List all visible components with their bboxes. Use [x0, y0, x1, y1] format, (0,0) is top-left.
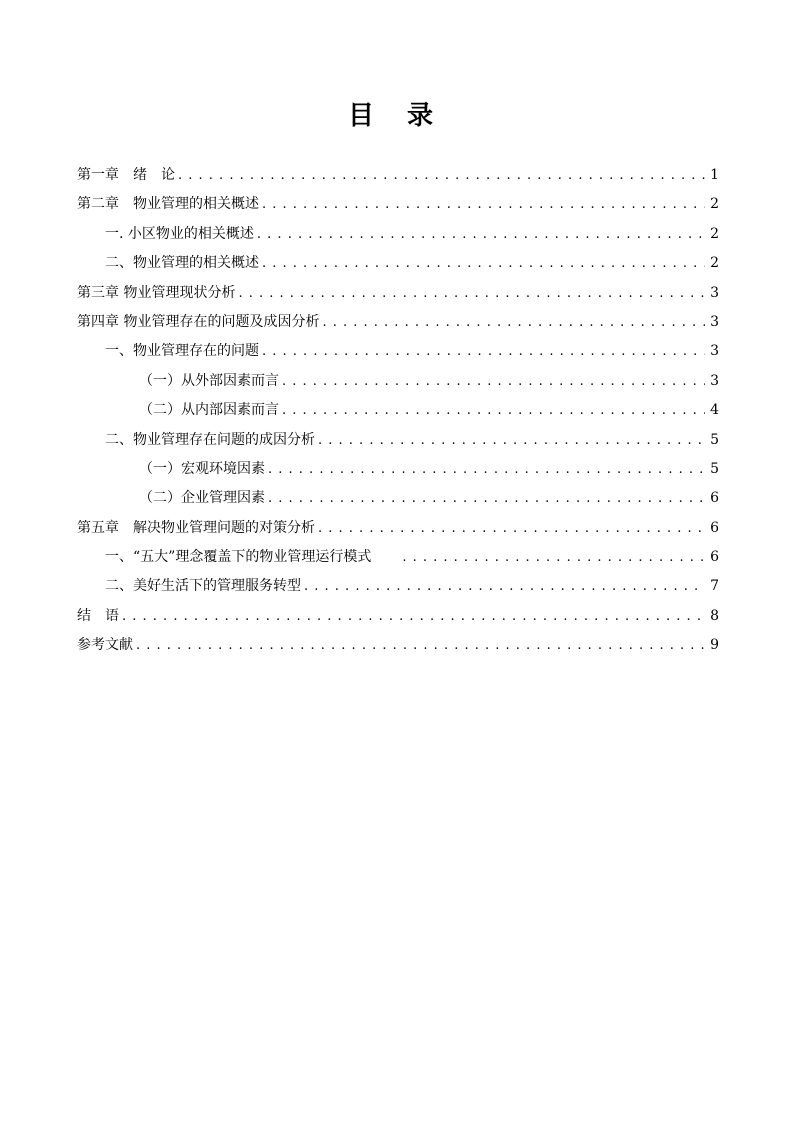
- toc-entry-page-number: 9: [710, 637, 719, 654]
- toc-entry[interactable]: [77, 337, 719, 366]
- dot-leader: [282, 396, 705, 425]
- toc-entry-label: 参考文献: [77, 637, 133, 654]
- toc-entry[interactable]: [77, 426, 719, 455]
- dot-leader: [268, 455, 705, 484]
- table-of-contents: [77, 161, 719, 661]
- toc-entry[interactable]: [77, 631, 719, 660]
- toc-entry-label: 一、物业管理存在的问题: [105, 343, 259, 360]
- toc-entry-page-number: 8: [710, 607, 719, 624]
- dot-leader: [238, 279, 705, 308]
- toc-entry-label: 结 语: [77, 607, 119, 624]
- toc-entry-page-number: 7: [710, 578, 719, 595]
- toc-entry[interactable]: [77, 455, 719, 484]
- toc-entry-page-number: 3: [710, 284, 719, 301]
- dot-leader: [262, 190, 705, 219]
- toc-entry-label: 二、美好生活下的管理服务转型: [105, 578, 301, 595]
- dot-leader: [318, 514, 705, 543]
- toc-entry[interactable]: [77, 514, 719, 543]
- toc-entry-label: 第二章 物业管理的相关概述: [77, 196, 259, 213]
- dot-leader: [304, 572, 705, 601]
- toc-entry[interactable]: [77, 161, 719, 190]
- toc-entry[interactable]: [77, 602, 719, 631]
- dot-leader: [318, 426, 705, 455]
- toc-entry[interactable]: [77, 190, 719, 219]
- toc-entry-label: 第一章 绪 论: [77, 167, 175, 183]
- toc-entry-page-number: 6: [710, 549, 719, 566]
- toc-entry-page-number: 2: [710, 196, 719, 213]
- toc-entry-page-number: 6: [710, 490, 719, 507]
- toc-entry-page-number: 2: [710, 255, 719, 272]
- toc-entry-page-number: 1: [710, 167, 719, 183]
- toc-entry-page-number: 4: [710, 402, 719, 419]
- toc-entry-page-number: 3: [710, 372, 719, 389]
- toc-entry-label: 二、物业管理存在问题的成因分析: [105, 431, 315, 448]
- dot-leader: [262, 249, 705, 278]
- toc-entry-label: （二）从内部因素而言: [139, 402, 279, 419]
- toc-entry-label: 第四章 物业管理存在的问题及成因分析: [77, 313, 320, 330]
- toc-entry[interactable]: [77, 367, 719, 396]
- toc-entry[interactable]: [77, 543, 719, 572]
- toc-entry-page-number: 5: [710, 460, 719, 477]
- toc-entry-label: （一）宏观环境因素: [139, 460, 265, 477]
- toc-entry-label: （二）企业管理因素: [139, 490, 265, 507]
- toc-entry-page-number: 6: [710, 519, 719, 536]
- dot-leader: [178, 161, 705, 190]
- toc-entry[interactable]: [77, 279, 719, 308]
- toc-entry[interactable]: [77, 396, 719, 425]
- toc-entry-label: 二、物业管理的相关概述: [105, 255, 259, 272]
- toc-entry-page-number: 3: [710, 343, 719, 360]
- toc-entry[interactable]: [77, 572, 719, 601]
- toc-entry-label: 一、“五大”理念覆盖下的物业管理运行模式: [105, 549, 400, 566]
- dot-leader: [136, 631, 705, 660]
- toc-title: 目 录: [347, 101, 446, 131]
- dot-leader: [262, 337, 705, 366]
- toc-entry-label: 一. 小区物业的相关概述: [105, 225, 254, 242]
- toc-entry-label: 第五章 解决物业管理问题的对策分析: [77, 519, 315, 536]
- toc-entry[interactable]: [77, 249, 719, 278]
- toc-entry-page-number: 5: [710, 431, 719, 448]
- dot-leader: [122, 602, 705, 631]
- toc-entry[interactable]: [77, 220, 719, 249]
- dot-leader: [282, 367, 705, 396]
- dot-leader: [268, 484, 705, 513]
- toc-entry[interactable]: [77, 308, 719, 337]
- toc-entry-label: （一）从外部因素而言: [139, 372, 279, 389]
- dot-leader: [322, 308, 705, 337]
- toc-entry[interactable]: [77, 484, 719, 513]
- toc-entry-page-number: 3: [710, 313, 719, 330]
- dot-leader: [257, 220, 705, 249]
- toc-entry-page-number: 2: [710, 225, 719, 242]
- dot-leader: [402, 543, 705, 572]
- toc-entry-label: 第三章 物业管理现状分析: [77, 284, 236, 301]
